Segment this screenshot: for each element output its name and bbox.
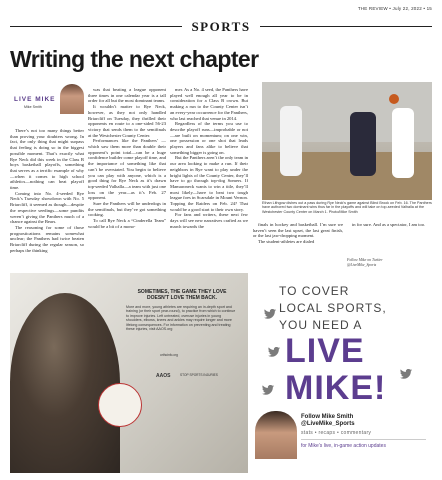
live-mike-ad (253, 274, 432, 474)
article-column-3 (170, 87, 248, 268)
twitter-bird-icon (261, 382, 275, 392)
player-figure (392, 108, 414, 178)
twitter-handle: @LiveMike_Sports (301, 421, 355, 427)
ad-big-live: LIVE (285, 332, 365, 370)
article-column-4 (253, 222, 343, 270)
paragraph: finals in hockey and basketball. I’m sure we haven’t seen the last upset, the last great finish, or the last jaw-dropping moment. (253, 222, 343, 239)
paragraph: For fans and writers, these next few days will see new narratives crafted as we march towards the (170, 212, 248, 229)
twitter-bird-icon (263, 306, 277, 316)
section-title: SPORTS (191, 19, 251, 34)
paragraph: The reasoning for some of those prognostications remains somewhat unclear; the Panthers had twice beaten Briarcliff during the regular season, so perhaps the thinking (10, 224, 84, 253)
author-photo (255, 411, 297, 459)
credit-handle: @LiveMike_Sports (347, 262, 377, 267)
paragraph: Regardless of the terms you use to describe playoff runs—improbable or not—are built on momentum; on one win, one possession or one shot that leads players and fans alike to believe that something bigger is going on. (170, 121, 248, 155)
article-column-2 (88, 87, 166, 268)
article-column-1 (10, 128, 84, 268)
follow-block (301, 414, 355, 428)
brand-live-logo: LIVE MIKE (14, 96, 56, 103)
brand-author-name: Mike Smith (24, 105, 42, 109)
paragraph: The student-athletes are dialed (258, 239, 315, 245)
follow-name: Follow Mike Smith (301, 414, 354, 420)
ad-headline: SOMETIMES, THE GAME THEY LOVE DOESN’T LOVE THEM BACK. (137, 289, 227, 301)
ad-tagline: for Mike’s live, in-game action updates (301, 443, 386, 449)
twitter-bird-icon (267, 344, 281, 354)
ad-divider (301, 439, 426, 440)
paragraph: was that beating a league opponent three times in one calendar year is a tall order for all but the most dominant teams. (88, 87, 166, 104)
twitter-bird-icon (399, 366, 413, 376)
paragraph: But the Panthers aren’t the only team in our area looking to make a run. If their neighbors in Rye want to play under the bright lights of the County Center, they’ll have to go through top-dog Somers. If Mamaroneck wants to win a title, they’ll most likely—have to beat two tough league foes in Scarsdale in Mount Vernon. Topping the Raiders on Feb. 24? That would be a good start to their own story. (170, 155, 248, 212)
ad-body: More and more, young athletes are requiring an in-depth sport and training (or their sport year-round), to practice from which to continue to improve injuries. Left untreated, overuse injuries in young shoulders, elbows, knees and ankles may require longer and more lifelong consequences. For information on preventing and treating these injuries, visit AAOS.org (126, 305, 236, 332)
paragraph: in for sure. And as a spectator, I am too. (352, 222, 426, 227)
article-headline: Writing the next chapter (10, 46, 259, 72)
ad-photo-boy (10, 293, 120, 473)
ad-line-3: YOU NEED A (279, 318, 363, 332)
paragraph: Sure the Panthers will be underdogs in the semifinals, but they’ve got something cooking. (88, 201, 166, 218)
basketball-icon (389, 94, 399, 104)
paragraph: To call Rye Neck a “Cinderella Team” would be a bit of a mono- (88, 218, 166, 229)
page-folio: THE REVIEW • July 22, 2022 • 15 (357, 6, 432, 11)
paragraph: It wouldn’t matter to Rye Neck, however, as they not only handled Briarcliff on Tuesday, they thrilled their opponents en route to a one-sided 56-23 victory that sends them to the semifinals at the Westchester County Center. (88, 104, 166, 138)
stop-sports-injuries-logo: STOP SPORTS INJURIES (180, 373, 218, 377)
baseball-icon (98, 383, 142, 427)
paragraph: There’s not too many things better than proving your doubters wrong. In fact, the only thing that might surpass that feeling is doing so in the biggest possible moment. That’s exactly what Rye Neck did this week in the Class B boys basketball playoffs, something that serves as a terrific example of why—when it comes to high school athletics—nothing can beat playoff time. (10, 128, 84, 191)
ad-line-1: TO COVER (279, 284, 350, 298)
author-avatar (60, 84, 84, 114)
player-figure (280, 106, 302, 176)
twitter-credit (347, 258, 383, 267)
credit-line: Follow Mike on Twitter (347, 258, 383, 262)
paragraph: Coming into No. 4-seeded Rye Neck’s Tuesday showdown with No. 5 Briarcliff, it seemed as though—despite the respective seedings—some pundits weren’t giving the Panthers much of a chance against the Bears. (10, 190, 84, 225)
ad-url: orthoinfo.org (160, 353, 178, 357)
section-rule-left (10, 26, 182, 27)
ad-tags: stats • recaps • commentary (301, 430, 372, 436)
column-brand (10, 84, 84, 124)
photo-caption: Ethan Lithgow dishes out a pass during Rye Neck’s game against Blind Brook on Feb. 16. The Panthers have authored two dominant wins thus far in the playoffs and will take on top-seeded Valhalla at the Westchester County Center on March 1. Photo/Mike Smith (262, 201, 432, 214)
player-figure (350, 112, 376, 176)
basketball-photo (262, 82, 432, 200)
paragraph: mer. As a No. 4 seed, the Panthers have played well enough all year to be in consideration for a Class B crown. But making a run to the County Center isn’t an every-year occurrence for the Panthers, who last reached that venue in 2014. (170, 87, 248, 121)
ad-line-2: LOCAL SPORTS, (279, 301, 387, 315)
aaos-logo: AAOS (156, 373, 171, 379)
section-rule-right (260, 26, 432, 27)
paragraph: Performances like the Panthers’ —which saw them more than double their opponent’s point total—can be a huge confidence builder come playoff time, and the importance of something like that can’t be overstated. You begin to believe you can play with anyone, which is a good thing for Rye Neck as it’s drawn top-seeded Valhalla—a team with just one loss on the year—as it’s Feb. 27 opponent. (88, 138, 166, 201)
section-header (0, 18, 442, 36)
ad-big-mike: MIKE! (285, 369, 387, 407)
sports-injury-ad (10, 273, 248, 473)
